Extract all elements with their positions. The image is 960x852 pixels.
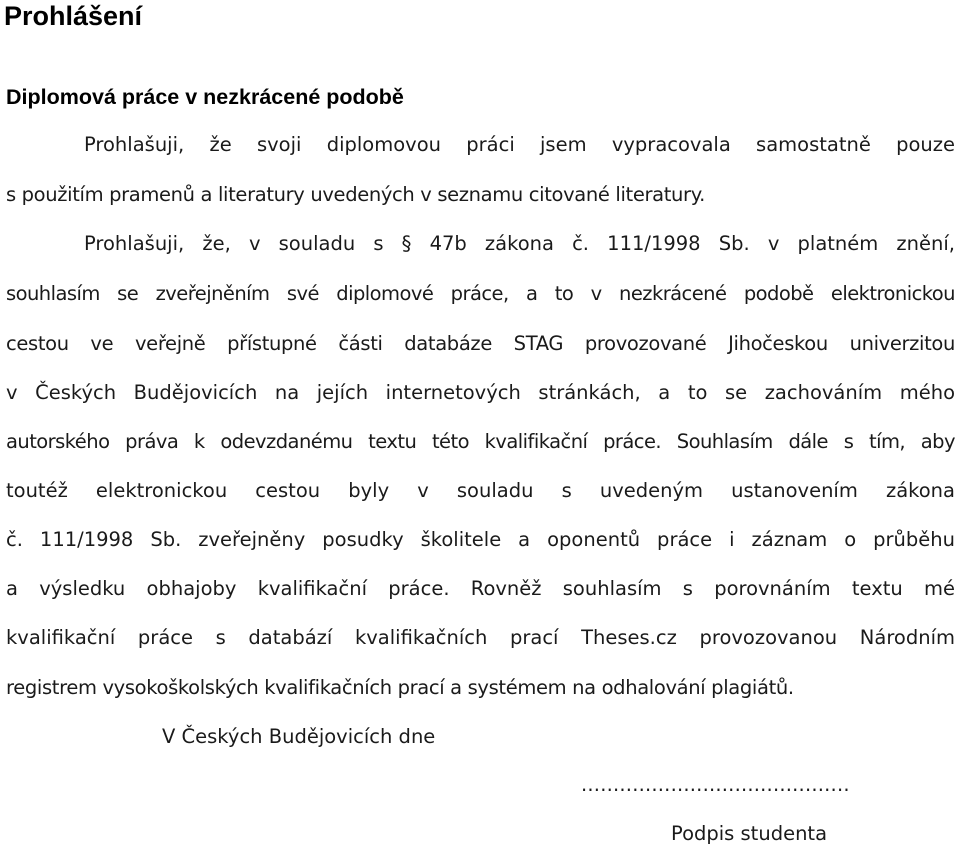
paragraph-line-1: Prohlašuji, že svoji diplomovou práci jsem vypracovala samostatně pouze: [84, 133, 955, 156]
paragraph-line-3: Prohlašuji, že, v souladu s § 47b zákona č. 111/1998 Sb. v platném znění,: [84, 232, 955, 255]
paragraph-line-5: cestou ve veřejně přístupné části databáze STAG provozované Jihočeskou univerzitou: [6, 332, 955, 355]
paragraph-line-6: v Českých Budějovicích na jejích internetových stránkách, a to se zachováním mého: [6, 381, 955, 404]
paragraph-line-12: registrem vysokoškolských kvalifikačních prací a systémem na odhalování plagiátů.: [6, 676, 794, 699]
paragraph-line-11: kvalifikační práce s databází kvalifikačních prací Theses.cz provozovanou Národním: [6, 626, 955, 649]
signature-line: ..........................................: [581, 773, 850, 796]
paragraph-line-9: č. 111/1998 Sb. zveřejněny posudky školitele a oponentů práce i záznam o průběhu: [6, 528, 955, 551]
paragraph-line-8: toutéž elektronickou cestou byly v souladu s uvedeným ustanovením zákona: [6, 479, 955, 502]
place-and-date: V Českých Budějovicích dne: [162, 725, 436, 748]
paragraph-line-4: souhlasím se zveřejněním své diplomové práce, a to v nezkrácené podobě elektronickou: [6, 282, 955, 305]
paragraph-line-2: s použitím pramenů a literatury uvedených v seznamu citované literatury.: [6, 183, 705, 206]
paragraph-line-7: autorského práva k odevzdanému textu této kvalifikační práce. Souhlasím dále s tím, aby: [6, 430, 955, 453]
section-subtitle: Diplomová práce v nezkrácené podobě: [6, 85, 404, 109]
paragraph-line-10: a výsledku obhajoby kvalifikační práce. Rovněž souhlasím s porovnáním textu mé: [6, 577, 955, 600]
page-title: Prohlášení: [4, 1, 143, 31]
signature-label: Podpis studenta: [671, 822, 828, 845]
